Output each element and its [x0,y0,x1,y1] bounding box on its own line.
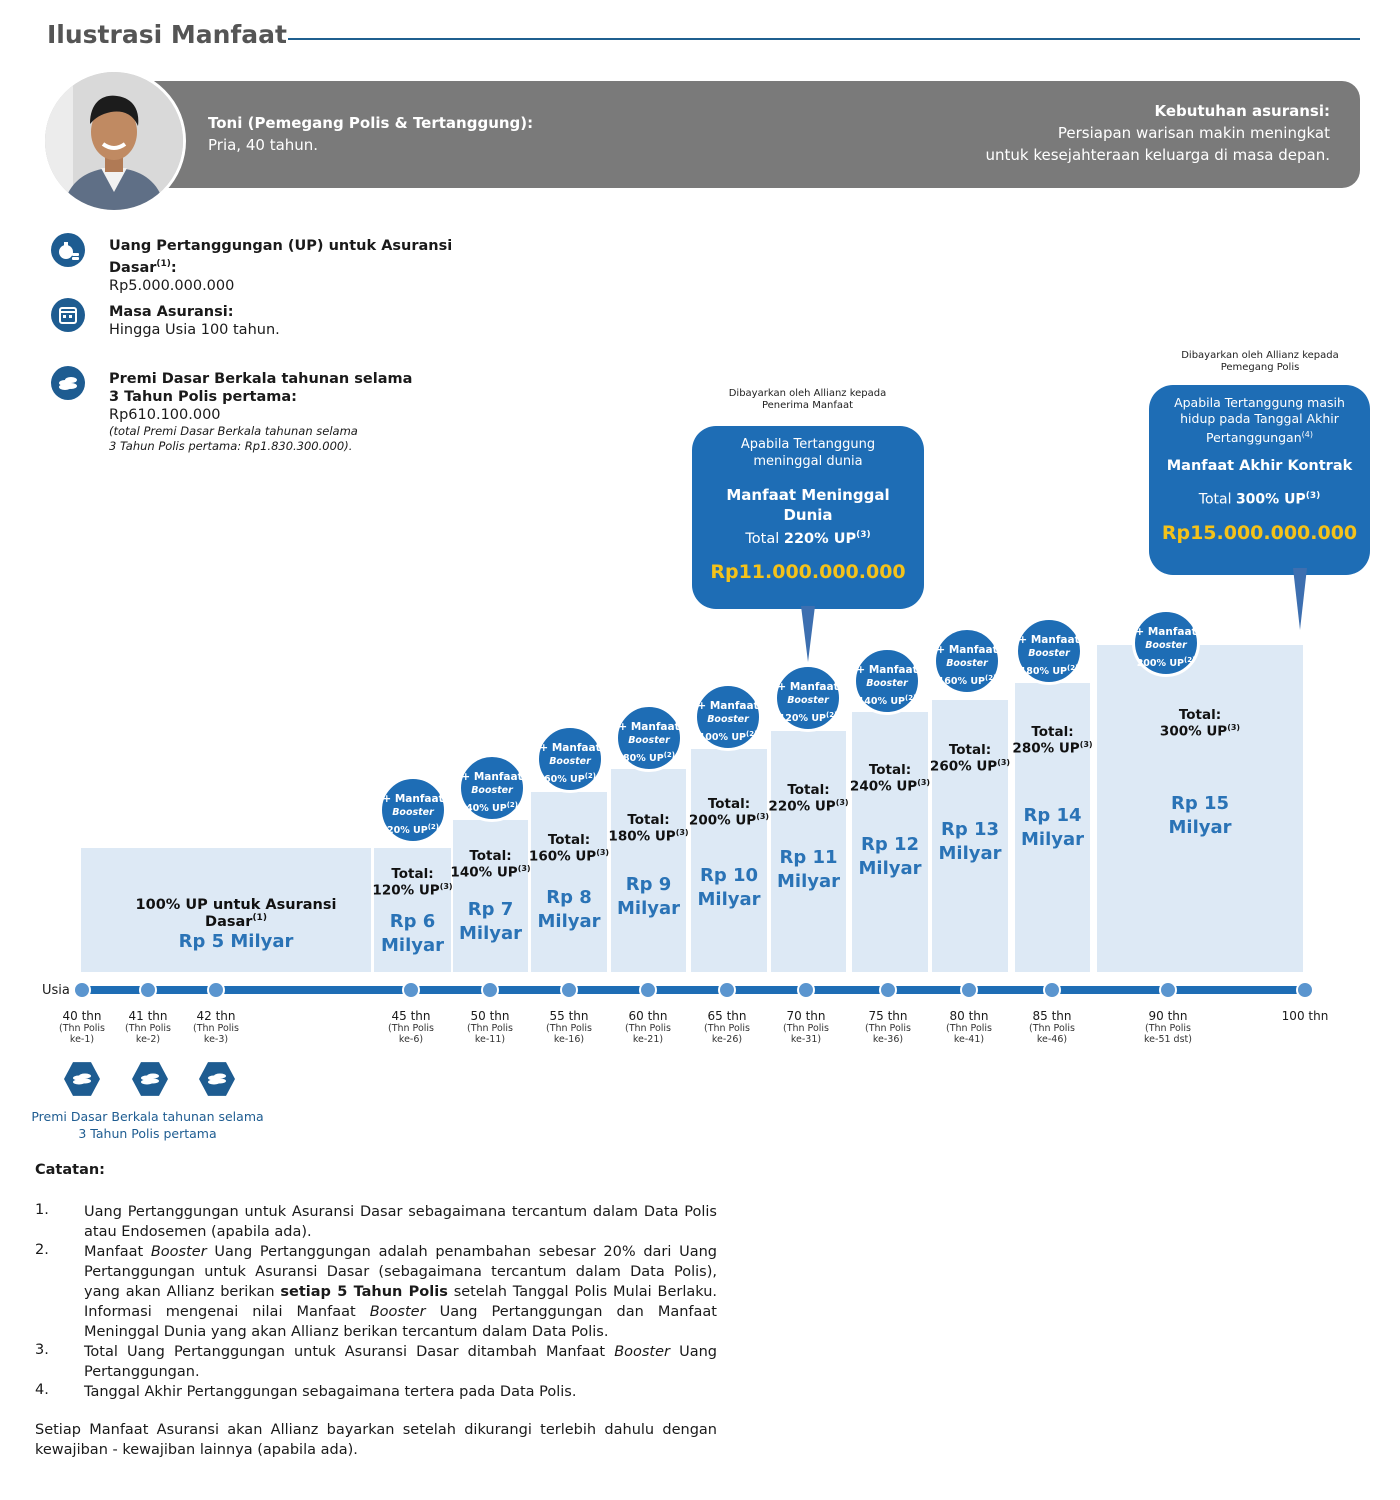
tick-policy-year: (Thn Polis [545,1023,592,1034]
coins-icon [51,366,85,400]
tick-age: 80 thn [949,1009,989,1023]
note-1-text: Uang Pertanggungan untuk Asuransi Dasar sebagaimana tercantum dalam Data Polis atau Endosemen (apabila ada). [84,1204,717,1240]
base-bar-line-1: 100% UP untuk Asuransi [135,897,337,913]
note-3-text [84,1342,717,1382]
timeline-dot [73,981,91,999]
booster-value: 100% UP$^{(2)}$ [698,730,758,744]
note-2-c: Uang Pertanggungan adalah penambahan sebesar 20% dari Uang Pertanggungan untuk Asuransi Dasar (sebagaimana tercantum dalam Data Polis), yang akan Allianz berikan [84,1244,717,1300]
end-cond-2: hidup pada Tanggal Akhir [1180,411,1339,426]
end-cond-sup: (4) [1301,430,1313,439]
end-amount: Rp15.000.000.000 [1161,521,1358,544]
tick-policy-year-index: ke-36) [872,1034,904,1045]
age-timeline [80,986,1308,994]
death-callout-pointer [797,606,819,662]
total-value: 280% UP$^{(3)}$ [1012,740,1093,757]
timeline-tick-label [171,1009,261,1045]
tick-age: 55 thn [549,1009,589,1023]
amount-line-2: Milyar [380,935,444,956]
masa-title: Masa Asuransi: [109,304,234,320]
end-note-1: Dibayarkan oleh Allianz kepada [1181,350,1339,361]
tick-policy-year-index: ke-6) [398,1034,424,1045]
booster-word: Booster [787,695,829,706]
booster-bubble [1015,617,1083,685]
booster-bubble [774,664,842,732]
booster-word: Booster [866,678,908,689]
booster-bubble [379,776,447,844]
death-cond-1: Apabila Tertanggung [740,437,876,452]
tick-age: 85 thn [1032,1009,1072,1023]
booster-plus: + Manfaat [618,721,680,733]
tick-policy-year: (Thn Polis [624,1023,671,1034]
tick-policy-year: (Thn Polis [466,1023,513,1034]
death-total-value: 220% UP [783,530,857,547]
total-label: Total: [627,812,670,828]
end-title: Manfaat Akhir Kontrak [1166,458,1353,475]
tick-policy-year: (Thn Polis [1028,1023,1075,1034]
booster-word: Booster [1145,640,1187,651]
timeline-tick-label [843,1009,933,1045]
total-label: Total: [787,782,830,798]
end-sup: (3) [1305,491,1321,502]
tick-policy-year-index: ke-21) [632,1034,664,1045]
booster-value: 200% UP$^{(2)}$ [1136,656,1196,670]
tick-policy-year-index: ke-2) [135,1034,161,1045]
booster-plus: + Manfaat [461,771,523,783]
note-1-number: 1. [35,1202,49,1218]
timeline-dot [207,981,225,999]
amount-line-1: Rp 12 [860,834,920,855]
booster-word: Booster [392,807,434,818]
timeline-dot [718,981,736,999]
tick-policy-year: (Thn Polis [864,1023,911,1034]
death-cond-2: meninggal dunia [753,454,863,469]
booster-bubble [933,627,1001,695]
amount-line-1: Rp 9 [625,874,672,895]
booster-bubble [536,725,604,793]
premium-caption-1: Premi Dasar Berkala tahunan selama [31,1109,264,1124]
note-2-number: 2. [35,1242,49,1258]
person-description: Pria, 40 tahun. [208,136,319,154]
booster-plus: + Manfaat [697,700,759,712]
premium-caption-2: 3 Tahun Polis pertama [78,1126,217,1141]
booster-word: Booster [707,714,749,725]
timeline-dot [402,981,420,999]
booster-word: Booster [1028,648,1070,659]
base-bar-sup: (1) [252,913,267,923]
amount-line-1: Rp 13 [940,819,1000,840]
death-title-2: Dunia [783,506,833,524]
booster-word: Booster [549,756,591,767]
amount-line-1: Rp 8 [546,887,592,908]
timeline-tick-label [1260,1009,1350,1023]
total-label: Total: [1031,724,1074,740]
needs-line-1: Persiapan warisan makin meningkat [1057,124,1330,142]
booster-plus: + Manfaat [777,681,839,693]
booster-plus: + Manfaat [539,742,601,754]
tick-age: 50 thn [470,1009,510,1023]
amount-line-1: Rp 15 [1170,793,1230,814]
timeline-tick-label [1007,1009,1097,1045]
amount-line-1: Rp 6 [389,911,436,932]
up-sup: (1) [156,259,171,269]
base-bar-line-2: Dasar [205,913,253,930]
premium-coins-icon [64,1061,100,1097]
amount-line-1: Rp 7 [467,899,514,920]
timeline-dot [560,981,578,999]
booster-plus: + Manfaat [382,793,444,805]
tick-policy-year: (Thn Polis [192,1023,239,1034]
note-2-a: Manfaat [84,1244,151,1260]
death-title-1: Manfaat Meninggal [726,486,890,504]
total-value: 120% UP$^{(3)}$ [372,882,453,899]
booster-value: 60% UP$^{(2)}$ [543,772,596,786]
timeline-tick-label [682,1009,772,1045]
death-note-1: Dibayarkan oleh Allianz kepada [728,388,887,399]
base-bar-amount: Rp 5 Milyar [178,930,294,952]
tick-policy-year: (Thn Polis [1144,1023,1191,1034]
tick-policy-year-index: ke-51 dst) [1144,1034,1192,1045]
total-value: 220% UP$^{(3)}$ [768,798,849,815]
note-4-text: Tanggal Akhir Pertanggungan sebagaimana tertera pada Data Polis. [84,1384,577,1400]
tick-age: 42 thn [196,1009,236,1023]
total-value: 300% UP$^{(3)}$ [1159,723,1241,740]
note-4-number: 4. [35,1382,49,1398]
booster-value: 80% UP$^{(2)}$ [622,751,675,765]
amount-line-2: Milyar [938,843,1002,864]
timeline-tick-label [524,1009,614,1045]
up-info [109,237,452,295]
amount-line-1: Rp 11 [779,847,838,868]
death-callout-note [705,388,910,412]
tick-policy-year-index: ke-26) [711,1034,743,1045]
timeline-dot [1043,981,1061,999]
booster-bubble [1132,609,1200,677]
booster-plus: + Manfaat [1135,626,1197,638]
end-cond-3: Pertanggungan [1206,430,1302,446]
note-2-text [84,1242,717,1342]
timeline-dot [481,981,499,999]
total-value: 180% UP$^{(3)}$ [608,828,689,845]
tick-policy-year-index: ke-31) [790,1034,822,1045]
note-2-e: setelah Tanggal Polis Mulai Berlaku. Informasi mengenai nilai Manfaat [84,1284,717,1320]
death-benefit-callout [692,426,924,609]
tick-policy-year: (Thn Polis [124,1023,171,1034]
up-title-2: Dasar [109,259,157,276]
tick-policy-year: (Thn Polis [945,1023,992,1034]
age-axis-label: Usia [42,983,70,998]
total-label: Total: [707,796,751,812]
total-value: 240% UP$^{(3)}$ [849,778,931,795]
title-divider [288,38,1360,40]
booster-plus: + Manfaat [856,664,918,676]
calendar-icon [51,298,85,332]
up-value: Rp5.000.000.000 [109,277,235,294]
note-3-number: 3. [35,1342,49,1358]
end-note-2: Pemegang Polis [1220,362,1300,373]
avatar [42,69,186,213]
note-3-b: Booster [614,1344,670,1360]
tick-age: 100 thn [1281,1009,1329,1023]
amount-line-2: Milyar [616,898,680,919]
end-of-contract-callout [1149,385,1370,575]
amount-line-2: Milyar [1020,829,1084,850]
booster-bubble [458,754,526,822]
timeline-tick-label [761,1009,851,1045]
premium-coins-icon [199,1061,235,1097]
tick-policy-year-index: ke-16) [553,1034,585,1045]
person-name: Toni (Pemegang Polis & Tertanggung): [208,114,534,132]
tick-age: 65 thn [707,1009,747,1023]
death-sup: (3) [856,530,871,540]
booster-value: 140% UP$^{(2)}$ [857,694,917,708]
booster-bubble [694,683,762,751]
tick-age: 40 thn [62,1009,102,1023]
booster-bubble [853,647,921,715]
timeline-dot [960,981,978,999]
tick-policy-year-index: ke-3) [203,1034,229,1045]
end-cond-1: Apabila Tertanggung masih [1174,395,1345,410]
end-total-prefix: Total [1198,491,1236,508]
premi-note-1: (total Premi Dasar Berkala tahunan selama [109,424,358,438]
booster-word: Booster [471,785,513,796]
tick-age: 90 thn [1148,1009,1188,1023]
premium-coins-icon [132,1061,168,1097]
bar-amount [993,804,1113,852]
booster-word: Booster [946,658,988,669]
timeline-dot [1296,981,1314,999]
notes-heading: Catatan: [35,1162,105,1178]
note-3-c: Uang Pertanggungan. [84,1344,717,1380]
amount-line-2: Milyar [858,858,922,879]
booster-value: 180% UP$^{(2)}$ [1019,664,1079,678]
timeline-dot [879,981,897,999]
tick-policy-year: (Thn Polis [782,1023,829,1034]
amount-line-2: Milyar [537,911,601,932]
booster-value: 120% UP$^{(2)}$ [778,711,838,725]
up-title-1: Uang Pertanggungan (UP) untuk Asuransi [109,238,453,254]
booster-bubble [615,704,683,772]
masa-value: Hingga Usia 100 tahun. [109,322,280,338]
amount-line-1: Rp 10 [699,865,759,886]
timeline-dot [797,981,815,999]
timeline-dot [639,981,657,999]
amount-line-2: Milyar [1168,817,1232,838]
note-2-d: setiap 5 Tahun Polis [280,1284,448,1300]
timeline-tick-label [1123,1009,1213,1045]
person-photo-icon [45,72,183,210]
premi-note-2: 3 Tahun Polis pertama: Rp1.830.300.000). [109,439,353,453]
bar-total [1140,707,1260,740]
tick-policy-year-index: ke-41) [953,1034,985,1045]
premi-value: Rp610.100.000 [109,407,221,423]
tick-age: 60 thn [628,1009,668,1023]
tick-age: 75 thn [868,1009,908,1023]
amount-line-1: Rp 14 [1023,805,1082,826]
bar-total [993,724,1113,757]
booster-plus: + Manfaat [936,644,998,656]
premi-info [109,370,412,454]
total-label: Total: [469,848,512,864]
note-3-a: Total Uang Pertanggungan untuk Asuransi Dasar ditambah Manfaat [84,1344,615,1360]
note-2-g: Uang Pertanggungan dan Manfaat Meninggal Dunia yang akan Allianz berikan tercantum dalam Data Polis. [84,1304,717,1340]
end-total-value: 300% UP [1235,491,1306,508]
tick-policy-year-index: ke-11) [474,1034,506,1045]
total-value: 140% UP$^{(3)}$ [450,864,531,881]
timeline-tick-label [603,1009,693,1045]
total-label: Total: [391,866,434,882]
tick-policy-year: (Thn Polis [387,1023,434,1034]
premi-title-2: 3 Tahun Polis pertama: [109,389,297,405]
booster-plus: + Manfaat [1018,634,1080,646]
timeline-dot [139,981,157,999]
note-2-b: Booster [150,1244,207,1260]
total-label: Total: [1178,707,1222,723]
total-value: 200% UP$^{(3)}$ [688,812,770,829]
tick-policy-year-index: ke-46) [1036,1034,1068,1045]
booster-value: 20% UP$^{(2)}$ [386,823,439,837]
amount-line-2: Milyar [697,889,761,910]
page-title: Ilustrasi Manfaat [47,20,287,49]
death-total-prefix: Total [745,530,784,547]
timeline-tick-label [445,1009,535,1045]
premi-title-1: Premi Dasar Berkala tahunan selama [109,371,413,387]
death-note-2: Penerima Manfaat [761,400,854,411]
end-callout-pointer [1291,568,1309,630]
total-value: 160% UP$^{(3)}$ [528,848,610,865]
premium-caption [20,1108,275,1142]
amount-line-2: Milyar [776,871,840,892]
tick-age: 45 thn [391,1009,431,1023]
booster-value: 160% UP$^{(2)}$ [937,674,997,688]
total-value: 260% UP$^{(3)}$ [929,758,1011,775]
total-label: Total: [948,742,992,758]
base-bar-label [81,897,391,954]
up-colon: : [170,259,177,276]
timeline-tick-label [366,1009,456,1045]
booster-word: Booster [628,735,670,746]
money-bag-icon [51,233,85,267]
total-label: Total: [868,762,912,778]
closing-statement: Setiap Manfaat Asuransi akan Allianz bayarkan setelah dikurangi terlebih dahulu dengan kewajiban - kewajiban lainnya (apabila ada). [35,1422,717,1458]
total-label: Total: [547,832,591,848]
note-2-f: Booster [369,1304,426,1320]
tick-age: 70 thn [786,1009,826,1023]
booster-value: 40% UP$^{(2)}$ [465,801,518,815]
bar-amount [1140,792,1260,840]
tick-policy-year: (Thn Polis [703,1023,750,1034]
masa-info [109,303,280,339]
tick-policy-year: (Thn Polis [58,1023,105,1034]
tick-policy-year-index: ke-1) [69,1034,95,1045]
death-amount: Rp11.000.000.000 [710,560,906,583]
timeline-tick-label [924,1009,1014,1045]
needs-line-2: untuk kesejahteraan keluarga di masa depan. [985,146,1330,164]
needs-label: Kebutuhan asuransi: [1154,102,1330,120]
timeline-dot [1159,981,1177,999]
tick-age: 41 thn [128,1009,168,1023]
end-callout-note [1160,350,1360,374]
amount-line-2: Milyar [458,923,522,944]
